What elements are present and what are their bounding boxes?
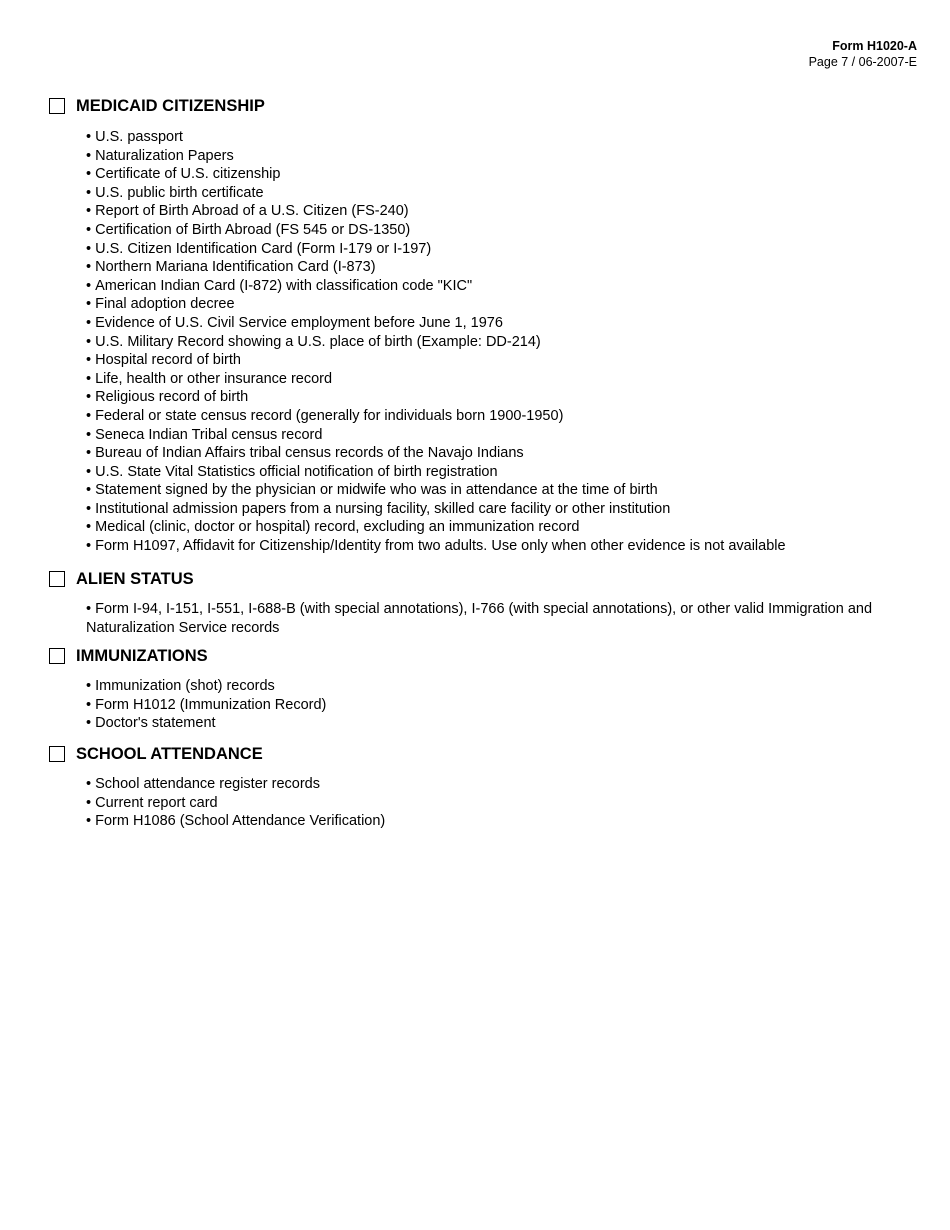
form-header [809, 38, 917, 71]
section-immunizations [49, 645, 919, 733]
medicaid-citizenship-checkbox[interactable] [49, 98, 65, 114]
medicaid-citizenship-list [49, 128, 919, 556]
list-item: • Life, health or other insurance record [86, 370, 919, 389]
list-item: • U.S. passport [86, 128, 919, 147]
immunizations-checkbox[interactable] [49, 648, 65, 664]
list-item: • Seneca Indian Tribal census record [86, 426, 919, 445]
section-alien-status [49, 568, 919, 637]
immunizations-list [49, 677, 919, 733]
list-item: • Certification of Birth Abroad (FS 545 or DS-1350) [86, 221, 919, 240]
alien-status-list [49, 600, 916, 637]
list-item: • Northern Mariana Identification Card (I-873) [86, 258, 919, 277]
list-item: • U.S. public birth certificate [86, 184, 919, 203]
list-item: • Form I-94, I-151, I-551, I-688-B (with special annotations), I-766 (with special annotations), or other valid Immigration and Naturalization Service records [86, 600, 916, 637]
list-item: • Form H1086 (School Attendance Verification) [86, 812, 919, 831]
list-item: • Current report card [86, 794, 919, 813]
list-item: • Hospital record of birth [86, 351, 919, 370]
list-item: • Form H1012 (Immunization Record) [86, 696, 919, 715]
section-title: SCHOOL ATTENDANCE [76, 744, 263, 763]
list-item: • School attendance register records [86, 775, 919, 794]
page-info: Page 7 / 06-2007-E [808, 55, 917, 69]
list-item: • Statement signed by the physician or midwife who was in attendance at the time of birth [86, 481, 919, 500]
list-item: • Form H1097, Affidavit for Citizenship/Identity from two adults. Use only when other evidence is not available [86, 537, 919, 556]
section-medicaid-citizenship [49, 95, 919, 556]
list-item: • Bureau of Indian Affairs tribal census records of the Navajo Indians [86, 444, 919, 463]
list-item: • American Indian Card (I-872) with classification code "KIC" [86, 277, 919, 296]
list-item: • Religious record of birth [86, 388, 919, 407]
list-item: • U.S. Military Record showing a U.S. place of birth (Example: DD-214) [86, 333, 919, 352]
section-title: MEDICAID CITIZENSHIP [76, 96, 265, 115]
list-item: • Naturalization Papers [86, 147, 919, 166]
section-school-attendance [49, 743, 919, 831]
list-item: • Institutional admission papers from a nursing facility, skilled care facility or other institution [86, 500, 919, 519]
school-attendance-list [49, 775, 919, 831]
alien-status-checkbox[interactable] [49, 571, 65, 587]
list-item: • Immunization (shot) records [86, 677, 919, 696]
list-item: • Evidence of U.S. Civil Service employment before June 1, 1976 [86, 314, 919, 333]
list-item: • U.S. State Vital Statistics official notification of birth registration [86, 463, 919, 482]
list-item: • Final adoption decree [86, 295, 919, 314]
form-id: Form H1020-A [832, 39, 917, 53]
section-title: ALIEN STATUS [76, 569, 194, 588]
section-title: IMMUNIZATIONS [76, 646, 208, 665]
school-attendance-checkbox[interactable] [49, 746, 65, 762]
list-item: • Certificate of U.S. citizenship [86, 165, 919, 184]
list-item: • Federal or state census record (generally for individuals born 1900-1950) [86, 407, 919, 426]
list-item: • Medical (clinic, doctor or hospital) record, excluding an immunization record [86, 518, 919, 537]
list-item: • U.S. Citizen Identification Card (Form I-179 or I-197) [86, 240, 919, 259]
list-item: • Doctor's statement [86, 714, 919, 733]
list-item: • Report of Birth Abroad of a U.S. Citizen (FS-240) [86, 202, 919, 221]
